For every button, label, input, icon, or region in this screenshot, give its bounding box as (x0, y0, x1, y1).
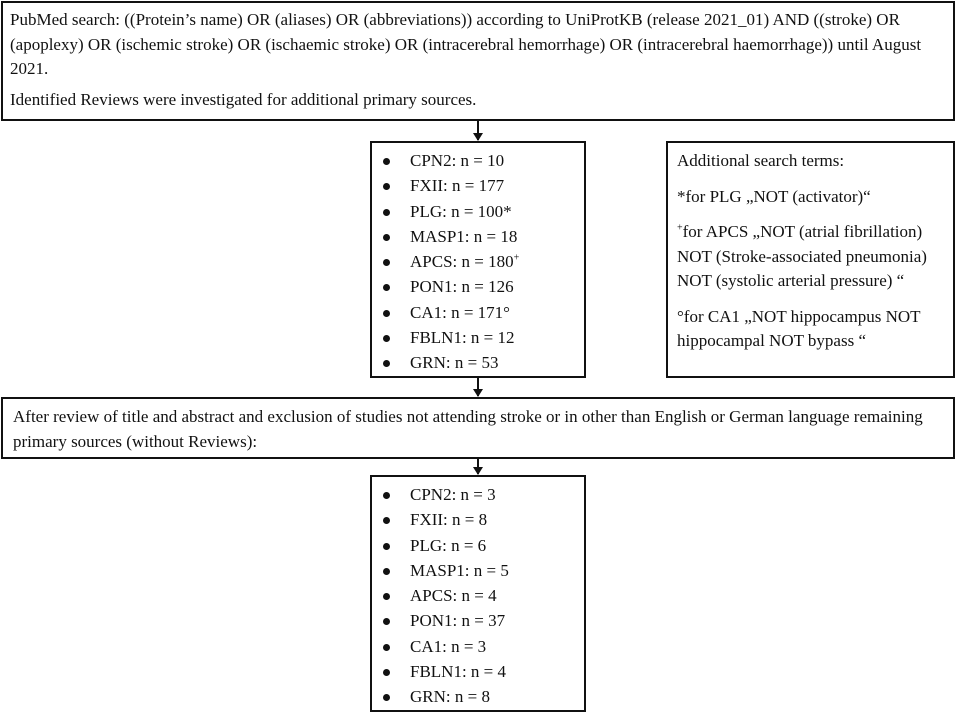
apcs-term-line3: NOT (systolic arterial pressure) “ (677, 271, 905, 290)
initial-counts-box (370, 141, 586, 378)
bullet-icon (383, 310, 390, 317)
count-label: PON1: n = 37 (410, 611, 506, 631)
flow-arrow-3 (477, 459, 479, 474)
list-item (372, 507, 584, 532)
count-label: MASP1: n = 18 (410, 226, 518, 246)
bullet-icon (383, 694, 390, 701)
count-label: CA1: n = 171° (410, 302, 510, 322)
ca1-term-line1: °for CA1 „NOT hippocampus NOT (677, 306, 921, 326)
list-item (372, 659, 584, 684)
count-label: PLG: n = 6 (410, 535, 487, 555)
bullet-icon (383, 492, 390, 499)
count-label: FBLN1: n = 12 (410, 328, 515, 348)
search-query-text: PubMed search: ((Protein’s name) OR (aliases) OR (abbreviations)) according to UniProtKB (release 2021_01) AND ((stroke) OR (apoplexy) OR (ischemic stroke) OR (ischaemic stroke) OR (intracerebral hemorrhage) OR (intracerebral haemorrhage)) until August 2021. (10, 10, 922, 78)
list-item (372, 583, 584, 608)
flow-arrow-2 (477, 378, 479, 396)
bullet-icon (383, 360, 390, 367)
count-label: APCS: n = 180 (410, 252, 514, 272)
list-item (372, 350, 584, 375)
bullet-icon (383, 669, 390, 676)
bullet-icon (383, 284, 390, 291)
apcs-term-line1 (677, 220, 943, 245)
count-label: GRN: n = 8 (410, 687, 490, 707)
reviews-note-text: Identified Reviews were investigated for additional primary sources. (10, 89, 477, 109)
footnote-mark: + (677, 222, 683, 234)
list-item (372, 325, 584, 350)
ca1-term-line2: hippocampal NOT bypass “ (677, 331, 867, 350)
list-item (372, 634, 584, 659)
count-label: GRN: n = 53 (410, 353, 499, 373)
plg-term: *for PLG „NOT (activator)“ (677, 186, 871, 206)
list-item (372, 533, 584, 558)
list-item (372, 249, 584, 274)
flow-arrow-1 (477, 121, 479, 140)
list-item (372, 173, 584, 198)
count-label: CPN2: n = 3 (410, 485, 496, 504)
bullet-icon (383, 517, 390, 524)
bullet-icon (383, 593, 390, 600)
footnote-mark: + (513, 252, 520, 264)
count-label: CA1: n = 3 (410, 636, 487, 656)
final-counts-box (370, 475, 586, 712)
count-label: PON1: n = 126 (410, 277, 514, 297)
list-item (372, 224, 584, 249)
list-item (372, 608, 584, 633)
terms-heading: Additional search terms: (677, 151, 845, 170)
search-criteria-box (1, 1, 955, 121)
count-label: FBLN1: n = 4 (410, 662, 507, 682)
bullet-icon (383, 644, 390, 651)
list-item (372, 148, 584, 173)
additional-terms-box (666, 141, 955, 378)
count-label: MASP1: n = 5 (410, 560, 509, 580)
list-item (372, 482, 584, 507)
list-item (372, 199, 584, 224)
count-label: CPN2: n = 10 (410, 151, 505, 170)
count-label: FXII: n = 8 (410, 510, 488, 530)
list-item (372, 300, 584, 325)
list-item (372, 274, 584, 299)
review-criteria-box (1, 397, 955, 459)
bullet-icon (383, 209, 390, 216)
bullet-icon (383, 335, 390, 342)
review-criteria-text: After review of title and abstract and exclusion of studies not attending stroke or in other than English or German language remaining primary sources (without Reviews): (13, 407, 923, 451)
bullet-icon (383, 543, 390, 550)
final-counts-list (372, 477, 584, 710)
count-label: APCS: n = 4 (410, 586, 497, 606)
bullet-icon (383, 183, 390, 190)
initial-counts-list (372, 143, 584, 376)
count-label: PLG: n = 100* (410, 201, 512, 221)
apcs-term-line2: NOT (Stroke-associated pneumonia) (677, 246, 927, 266)
bullet-icon (383, 158, 390, 165)
bullet-icon (383, 259, 390, 266)
bullet-icon (383, 568, 390, 575)
bullet-icon (383, 618, 390, 625)
count-label: FXII: n = 177 (410, 176, 505, 196)
bullet-icon (383, 234, 390, 241)
list-item (372, 684, 584, 709)
list-item (372, 558, 584, 583)
apcs-term-text: for APCS „NOT (atrial fibrillation) (682, 222, 923, 241)
